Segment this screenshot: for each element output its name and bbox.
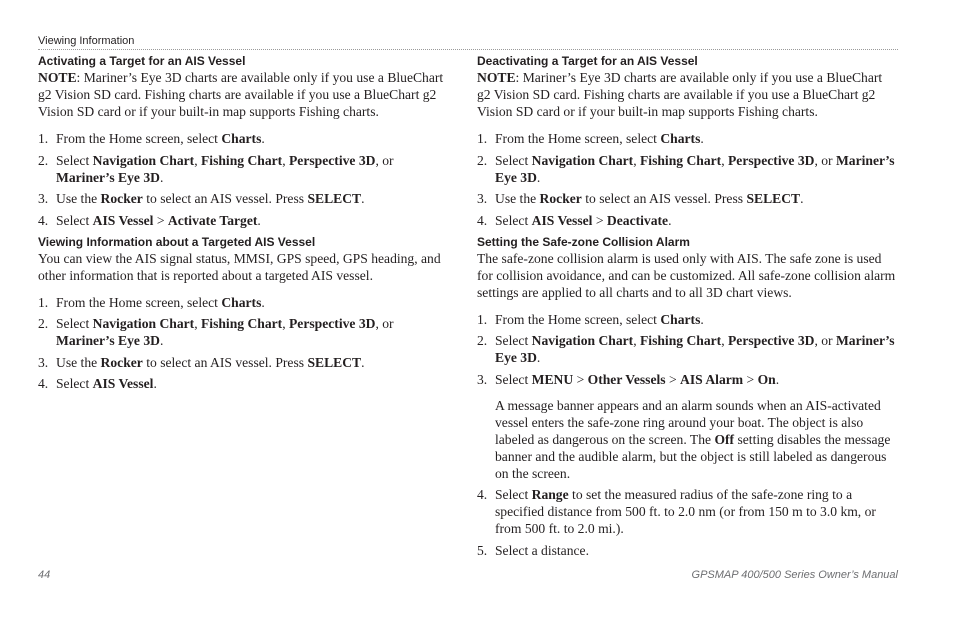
step-text: to select an AIS vessel. Press — [581, 191, 747, 206]
step-text: Select — [495, 371, 532, 387]
section-activating-target — [38, 54, 450, 229]
step-number: 4. — [38, 212, 49, 228]
step-bold: Fishing Chart — [201, 316, 283, 331]
step-bold: Fishing Chart — [201, 152, 283, 168]
step-text: > — [573, 371, 588, 387]
step-text: > — [665, 371, 681, 387]
list-item — [38, 294, 450, 311]
step-text: , — [721, 333, 728, 348]
step-bold: Charts — [221, 294, 262, 310]
step-text: Use the — [495, 191, 540, 206]
list-item — [38, 354, 450, 371]
step-text: , or — [375, 152, 394, 168]
step-bold: AIS Alarm — [680, 371, 744, 387]
step-text: Select — [56, 212, 93, 228]
list-item — [477, 542, 899, 559]
step-text: . — [159, 333, 164, 348]
step-text: . — [536, 169, 541, 185]
step-number: 2. — [477, 152, 488, 168]
step-bold: Fishing Chart — [640, 152, 722, 168]
step-text: Select — [495, 152, 532, 168]
step-text: , — [282, 316, 289, 331]
list-item — [38, 315, 450, 349]
step-text: Select — [495, 333, 532, 348]
step-number: 2. — [477, 333, 488, 348]
step-bold: Off — [714, 431, 735, 447]
list-item — [38, 375, 450, 392]
steps-list — [38, 294, 450, 393]
list-item — [477, 371, 899, 482]
page-number: 44 — [38, 569, 51, 581]
step-number: 2. — [38, 152, 49, 168]
step-text: , — [633, 152, 640, 168]
section-deactivating-target — [477, 54, 899, 229]
step-text: Select — [56, 152, 93, 168]
step-bold: SELECT — [307, 354, 362, 370]
step-bold: Perspective 3D — [289, 316, 376, 331]
step-text: > — [153, 212, 168, 228]
step-number: 1. — [38, 294, 49, 310]
right-column — [477, 54, 899, 563]
step-bold: AIS Vessel — [92, 212, 154, 228]
section-heading: Deactivating a Target for an AIS Vessel — [477, 54, 698, 68]
step-bold: SELECT — [307, 191, 362, 206]
step-text: . — [361, 354, 365, 370]
list-item — [477, 190, 899, 207]
step-bold: Navigation Chart — [531, 333, 634, 348]
steps-list — [477, 311, 899, 559]
step-number: 4. — [477, 487, 488, 502]
step-number: 2. — [38, 316, 49, 331]
step-text: Select a distance. — [495, 542, 589, 558]
list-item — [477, 332, 899, 366]
step-text: Select — [56, 316, 93, 331]
list-item — [477, 311, 899, 328]
list-item — [477, 152, 899, 186]
step-text: , — [721, 152, 728, 168]
step-bold: AIS Vessel — [531, 212, 593, 228]
step-bold: Mariner’s Eye 3D — [495, 152, 895, 185]
step-number: 5. — [477, 542, 488, 558]
steps-list — [477, 130, 899, 229]
step-bold: SELECT — [746, 191, 801, 206]
step-text: . — [261, 131, 265, 146]
step-text: From the Home screen, select — [56, 131, 222, 146]
note-label: NOTE — [38, 70, 77, 85]
step-bold: MENU — [531, 371, 574, 387]
step-bold: Other Vessels — [587, 371, 666, 387]
step-text: , — [282, 152, 289, 168]
step-text: , — [194, 152, 201, 168]
step-bold: Navigation Chart — [531, 152, 634, 168]
header-divider — [38, 49, 898, 50]
step-text: . — [700, 131, 704, 146]
section-safe-zone-alarm — [477, 235, 899, 559]
step-bold: Charts — [221, 131, 262, 146]
step-text: . — [361, 191, 365, 206]
step-bold: AIS Vessel — [92, 376, 154, 391]
step-number: 3. — [477, 191, 488, 206]
step-text: Select — [495, 212, 532, 228]
step-bold: Activate Target — [167, 212, 258, 228]
step-bold: Charts — [660, 131, 701, 146]
left-column — [38, 54, 450, 397]
step-number: 1. — [38, 131, 49, 146]
note-paragraph — [477, 69, 899, 120]
step-text: Select — [495, 487, 532, 502]
step-bold: On — [757, 371, 776, 387]
step-number: 1. — [477, 131, 488, 146]
step-bold: Perspective 3D — [728, 152, 815, 168]
step-bold: Mariner’s Eye 3D — [495, 333, 895, 365]
step-bold: Rocker — [539, 191, 582, 206]
step-text: , or — [814, 152, 836, 168]
step-number: 3. — [38, 354, 49, 370]
step-text: From the Home screen, select — [495, 311, 661, 327]
running-header: Viewing Information — [38, 35, 135, 47]
list-item — [38, 212, 450, 229]
step-bold: Charts — [660, 311, 701, 327]
step-text: setting disables the message banner and the audible alarm, but the object is still labeled as dangerous on the screen. — [495, 431, 891, 481]
step-text: . — [261, 294, 265, 310]
list-item — [38, 152, 450, 186]
note-label: NOTE — [477, 70, 516, 85]
step-text: . — [775, 371, 780, 387]
step-text: to select an AIS vessel. Press — [142, 354, 308, 370]
step-text: . — [668, 212, 672, 228]
step-bold: Deactivate — [606, 212, 669, 228]
step-text: > — [743, 371, 758, 387]
step-bold: Rocker — [100, 354, 143, 370]
list-item — [477, 130, 899, 147]
step-text: to set the measured radius of the safe-zone ring to a specified distance from 500 ft. to 2.0 nm (or from 150 m to 3.0 km, or from 500 ft. to 2.0 mi.). — [495, 487, 876, 536]
step-text: . — [700, 311, 704, 327]
step-number: 1. — [477, 311, 488, 327]
step-bold: Navigation Chart — [92, 152, 195, 168]
step-text: Use the — [56, 191, 101, 206]
manual-title: GPSMAP 400/500 Series Owner’s Manual — [691, 569, 898, 581]
step-text: . — [257, 212, 261, 228]
step-text: , or — [814, 333, 836, 348]
step-text: , — [633, 333, 640, 348]
step-text: Use the — [56, 354, 101, 370]
note-text: : Mariner’s Eye 3D charts are available only if you use a BlueChart g2 Vision SD card. Fishing charts are available if you use a BlueChart g2 Vision SD card or if your built-in map supports Fishing charts. — [477, 70, 883, 119]
step-bold: Fishing Chart — [640, 333, 722, 348]
step-bold: Mariner’s Eye 3D — [56, 169, 160, 185]
note-text: : Mariner’s Eye 3D charts are available only if you use a BlueChart g2 Vision SD card. Fishing charts are available if you use a BlueChart g2 Vision SD card or if your built-in map supports Fishing charts. — [38, 70, 444, 119]
step-text: , or — [375, 316, 394, 331]
step-text: > — [592, 212, 607, 228]
step-bold: Perspective 3D — [728, 333, 815, 348]
step-bold: Perspective 3D — [289, 152, 376, 168]
step-number: 3. — [38, 191, 49, 206]
step-number: 4. — [477, 212, 488, 228]
step-text: to select an AIS vessel. Press — [142, 191, 308, 206]
list-item — [38, 130, 450, 147]
section-heading: Setting the Safe-zone Collision Alarm — [477, 234, 690, 249]
step-text: From the Home screen, select — [495, 131, 661, 146]
body-paragraph: You can view the AIS signal status, MMSI, GPS speed, GPS heading, and other information that is reported about a targeted AIS vessel. — [38, 250, 441, 283]
steps-list — [38, 130, 450, 229]
section-heading: Activating a Target for an AIS Vessel — [38, 54, 246, 68]
list-item — [477, 486, 899, 537]
note-paragraph — [38, 69, 450, 120]
step-bold: Rocker — [100, 191, 143, 206]
step-text: . — [800, 191, 804, 206]
list-item — [38, 190, 450, 207]
step-bold: Navigation Chart — [92, 316, 195, 331]
step-text: , — [194, 316, 201, 331]
step-text: Select — [56, 376, 93, 391]
step-text: From the Home screen, select — [56, 294, 222, 310]
step-sub-paragraph — [495, 397, 899, 482]
step-number: 4. — [38, 376, 49, 391]
body-paragraph: The safe-zone collision alarm is used only with AIS. The safe zone is used for collision avoidance, and can be customized. All safe-zone collision alarm settings are applied to all charts and to all 3D chart views. — [477, 250, 896, 300]
step-text: . — [153, 376, 157, 391]
list-item — [477, 212, 899, 229]
step-text: . — [536, 350, 541, 365]
step-bold: Mariner’s Eye 3D — [56, 333, 160, 348]
section-viewing-target-info — [38, 235, 450, 393]
step-bold: Range — [531, 487, 569, 502]
step-number: 3. — [477, 371, 488, 387]
step-text: A message banner appears and an alarm sounds when an AIS-activated vessel enters the safe-zone ring around your boat. The object is also labeled as dangerous on the screen. The — [495, 397, 881, 447]
section-heading: Viewing Information about a Targeted AIS Vessel — [38, 234, 316, 249]
step-text: . — [159, 169, 164, 185]
